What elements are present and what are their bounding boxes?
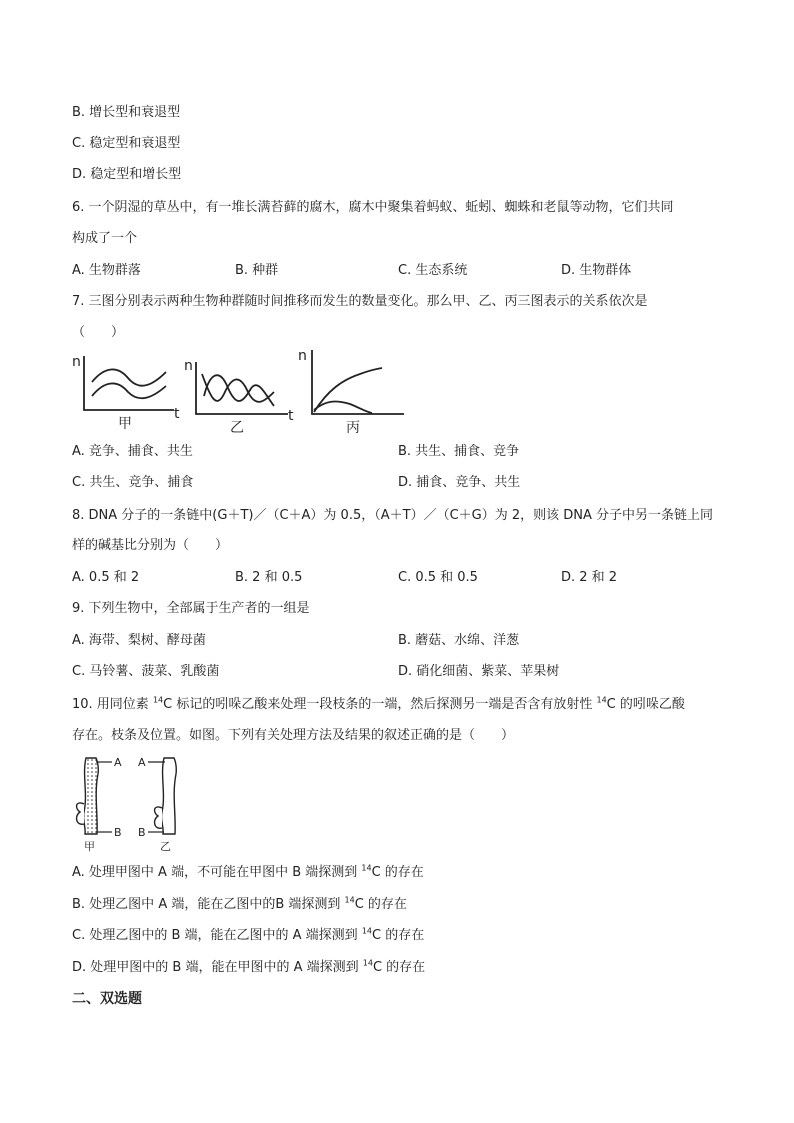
q5-option-c: C. 稳定型和衰退型 bbox=[72, 136, 181, 151]
q8-stem-line2: 样的碱基比分别为（ ） bbox=[72, 538, 229, 553]
q10-option-b bbox=[72, 896, 407, 914]
q7-options-row1 bbox=[72, 443, 732, 461]
axes bbox=[84, 356, 174, 410]
q7-figure bbox=[70, 346, 410, 438]
q10-stem-part3: 的吲哚乙酸 bbox=[615, 697, 685, 712]
q10-stem-part2: 标记的吲哚乙酸来处理一段枝条的一端，然后探测另一端是否含有放射性 bbox=[172, 697, 597, 712]
q10-option-c bbox=[72, 927, 424, 945]
q9-stem: 9. 下列生物中，全部属于生产者的一组是 bbox=[72, 601, 310, 616]
q10-option-a bbox=[72, 864, 424, 882]
q7-caption-yi: 乙 bbox=[230, 420, 244, 436]
q6-option-a: A. 生物群落 bbox=[72, 263, 141, 278]
q7-yi-y-label: n bbox=[184, 358, 193, 374]
q10-caption-yi: 乙 bbox=[160, 840, 171, 852]
label-b-jia: B bbox=[114, 826, 122, 839]
curve-1 bbox=[314, 368, 382, 412]
q7-jia-y-label: n bbox=[72, 354, 81, 370]
isotope-symbol: C bbox=[371, 865, 381, 880]
label-b-yi: B bbox=[138, 826, 146, 839]
label-a-jia: A bbox=[114, 756, 122, 769]
isotope-symbol: C bbox=[354, 897, 364, 912]
q9-option-b: B. 蘑菇、水绵、洋葱 bbox=[398, 633, 520, 648]
q6-option-c: C. 生态系统 bbox=[398, 263, 468, 278]
isotope-symbol: C bbox=[163, 697, 173, 712]
q10-stem-line2: 存在。枝条及位置。如图。下列有关处理方法及结果的叙述正确的是（ ） bbox=[72, 728, 515, 743]
q7-graph-jia bbox=[84, 356, 174, 410]
q9-option-c: C. 马铃薯、菠菜、乳酸菌 bbox=[72, 664, 220, 679]
q5-option-b: B. 增长型和衰退型 bbox=[72, 105, 181, 120]
q7-option-b: B. 共生、捕食、竞争 bbox=[398, 444, 520, 459]
q8-option-b: B. 2 和 0.5 bbox=[235, 570, 303, 585]
q7-graph-yi bbox=[196, 362, 288, 414]
branch-yi bbox=[148, 758, 176, 834]
branch-jia bbox=[77, 758, 112, 834]
q8-stem-line1: 8. DNA 分子的一条链中(G＋T)／（C＋A）为 0.5，（A＋T）／（C＋G）为 2，则该 DNA 分子中另一条链上同 bbox=[72, 508, 714, 523]
option-text: 的存在 bbox=[381, 928, 425, 943]
q10-stem-line1 bbox=[72, 696, 685, 714]
isotope-mass: 14 bbox=[361, 863, 372, 873]
q9-option-a: A. 海带、梨树、酵母菌 bbox=[72, 633, 206, 648]
q7-option-d: D. 捕食、竞争、共生 bbox=[398, 475, 521, 490]
isotope-mass: 14 bbox=[152, 695, 164, 705]
q7-yi-x-label: t bbox=[288, 408, 294, 424]
q7-graph-bing bbox=[312, 350, 404, 414]
curve-1 bbox=[92, 369, 166, 385]
q10-caption-jia: 甲 bbox=[84, 840, 95, 852]
q7-stem-line1: 7. 三图分别表示两种生物种群随时间推移而发生的数量变化。那么甲、乙、丙三图表示的关系依次是 bbox=[72, 294, 648, 309]
isotope-mass: 14 bbox=[596, 695, 607, 705]
option-text: C. 处理乙图中的 B 端，能在乙图中的 A 端探测到 bbox=[72, 928, 362, 943]
section-heading: 二、双选题 bbox=[72, 991, 142, 1007]
isotope-symbol: C bbox=[372, 928, 382, 943]
isotope-mass: 14 bbox=[344, 895, 355, 905]
q7-caption-jia: 甲 bbox=[118, 416, 132, 432]
option-text: 的存在 bbox=[363, 897, 407, 912]
q7-bing-y-label: n bbox=[298, 348, 307, 364]
q6-option-d: D. 生物群体 bbox=[561, 263, 632, 278]
q10-stem-part1: 10. 用同位素 bbox=[72, 697, 153, 712]
option-text: 的存在 bbox=[382, 960, 426, 975]
bud bbox=[155, 807, 162, 828]
q8-options bbox=[72, 569, 732, 587]
q7-caption-bing: 丙 bbox=[346, 420, 360, 436]
isotope-symbol: C bbox=[606, 697, 616, 712]
q8-option-d: D. 2 和 2 bbox=[561, 570, 618, 585]
q8-option-c: C. 0.5 和 0.5 bbox=[398, 570, 478, 585]
q10-figure bbox=[70, 754, 190, 852]
q6-stem-line2: 构成了一个 bbox=[72, 231, 138, 246]
option-text: A. 处理甲图中 A 端，不可能在甲图中 B 端探测到 bbox=[72, 865, 362, 880]
q6-option-b: B. 种群 bbox=[235, 263, 279, 278]
q7-stem-line2: （ ） bbox=[72, 325, 125, 340]
q9-options-row2 bbox=[72, 663, 732, 681]
q10-option-d bbox=[72, 959, 425, 977]
q7-options-row2 bbox=[72, 474, 732, 492]
q6-options bbox=[72, 262, 732, 280]
option-text: D. 处理甲图中的 B 端，能在甲图中的 A 端探测到 bbox=[72, 960, 363, 975]
q8-option-a: A. 0.5 和 2 bbox=[72, 570, 140, 585]
bud bbox=[77, 803, 84, 824]
option-text: B. 处理乙图中 A 端，能在乙图中的B 端探测到 bbox=[72, 897, 345, 912]
isotope-mass: 14 bbox=[361, 926, 373, 936]
q9-options-row1 bbox=[72, 632, 732, 650]
axes bbox=[312, 350, 404, 414]
q7-option-c: C. 共生、竞争、捕食 bbox=[72, 475, 194, 490]
q5-option-d: D. 稳定型和增长型 bbox=[72, 167, 182, 182]
isotope-symbol: C bbox=[372, 960, 383, 975]
q7-option-a: A. 竞争、捕食、共生 bbox=[72, 444, 193, 459]
axes bbox=[196, 362, 288, 414]
isotope-mass: 14 bbox=[362, 958, 373, 968]
q9-option-d: D. 硝化细菌、紫菜、苹果树 bbox=[398, 664, 560, 679]
curve-2 bbox=[92, 383, 166, 398]
curve-1 bbox=[202, 374, 274, 402]
q6-stem-line1: 6. 一个阴湿的草丛中，有一堆长满苔藓的腐木，腐木中聚集着蚂蚁、蚯蚓、蜘蛛和老鼠等动物，它们共同 bbox=[72, 200, 674, 215]
label-a-yi: A bbox=[138, 756, 146, 769]
q7-jia-x-label: t bbox=[174, 406, 180, 422]
curve-2 bbox=[314, 402, 372, 413]
option-text: 的存在 bbox=[380, 865, 424, 880]
